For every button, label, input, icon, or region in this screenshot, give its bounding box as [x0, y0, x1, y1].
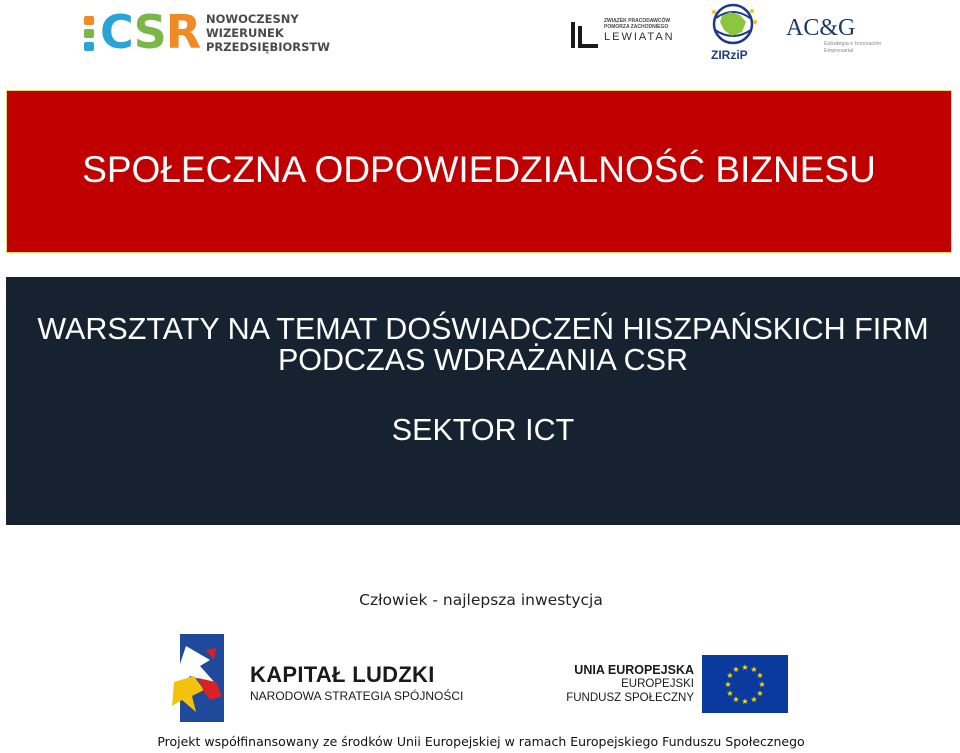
kapital-ludzki-title: KAPITAŁ LUDZKI — [250, 662, 435, 687]
svg-text:★: ★ — [750, 665, 758, 674]
svg-text:★: ★ — [750, 695, 758, 704]
csr-logo — [84, 5, 334, 59]
lewiatan-logo — [570, 14, 680, 56]
svg-text:★: ★ — [756, 689, 764, 698]
lewiatan-name: LEWIATAN — [604, 31, 675, 43]
acg-logo — [786, 14, 886, 58]
subtitle-line-1: WARSZTATY NA TEMAT DOŚWIADCZEŃ HISZPAŃSKICH FIRM — [37, 312, 929, 346]
kapital-ludzki-logo — [170, 630, 470, 728]
csr-tagline: NOWOCZESNY WIZERUNEK PRZEDSIĘBIORSTW — [206, 12, 330, 54]
acg-subtitle: Estrategia e Innovación Empresarial — [824, 41, 882, 54]
svg-text:★: ★ — [732, 695, 740, 704]
csr-wordmark: CSR — [100, 5, 201, 59]
svg-text:★: ★ — [741, 663, 749, 672]
svg-text:★: ★ — [741, 697, 749, 706]
slogan: Człowiek - najlepsza inwestycja — [359, 591, 603, 609]
svg-text:★: ★ — [732, 665, 740, 674]
lewiatan-icon — [570, 20, 600, 50]
zirzip-logo — [702, 2, 764, 68]
globe-icon — [702, 2, 764, 48]
eu-flag-icon — [702, 655, 788, 713]
csr-dots-icon — [84, 14, 96, 54]
funding-note: Projekt współfinansowany ze środków Unii Europejskiej w ramach Europejskiego Funduszu Społecznego — [157, 734, 805, 749]
kapital-ludzki-flag-icon — [170, 630, 232, 726]
svg-text:★: ★ — [756, 671, 764, 680]
svg-text:★: ★ — [726, 671, 734, 680]
subtitle-line-2: PODCZAS WDRAŻANIA CSR — [277, 343, 689, 377]
svg-text:★: ★ — [724, 680, 732, 689]
acg-name: AC&G — [786, 15, 856, 41]
svg-text:★: ★ — [726, 689, 734, 698]
eu-logo — [566, 654, 792, 714]
lewiatan-small-text: ZWIĄZEK PRACODAWCÓW POMORZA ZACHODNIEGO — [604, 18, 671, 30]
svg-text:★: ★ — [758, 680, 766, 689]
title-banner — [6, 90, 952, 253]
sector-label: SEKTOR ICT — [391, 413, 575, 447]
kapital-ludzki-subtitle: NARODOWA STRATEGIA SPÓJNOŚCI — [250, 689, 464, 703]
zirzip-name: ZIRziP — [711, 48, 748, 62]
eu-text: UNIA EUROPEJSKA EUROPEJSKI FUNDUSZ SPOŁECZNY — [566, 663, 694, 704]
page-title: SPOŁECZNA ODPOWIEDZIALNOŚĆ BIZNESU — [82, 149, 876, 190]
subtitle-panel — [6, 277, 960, 525]
